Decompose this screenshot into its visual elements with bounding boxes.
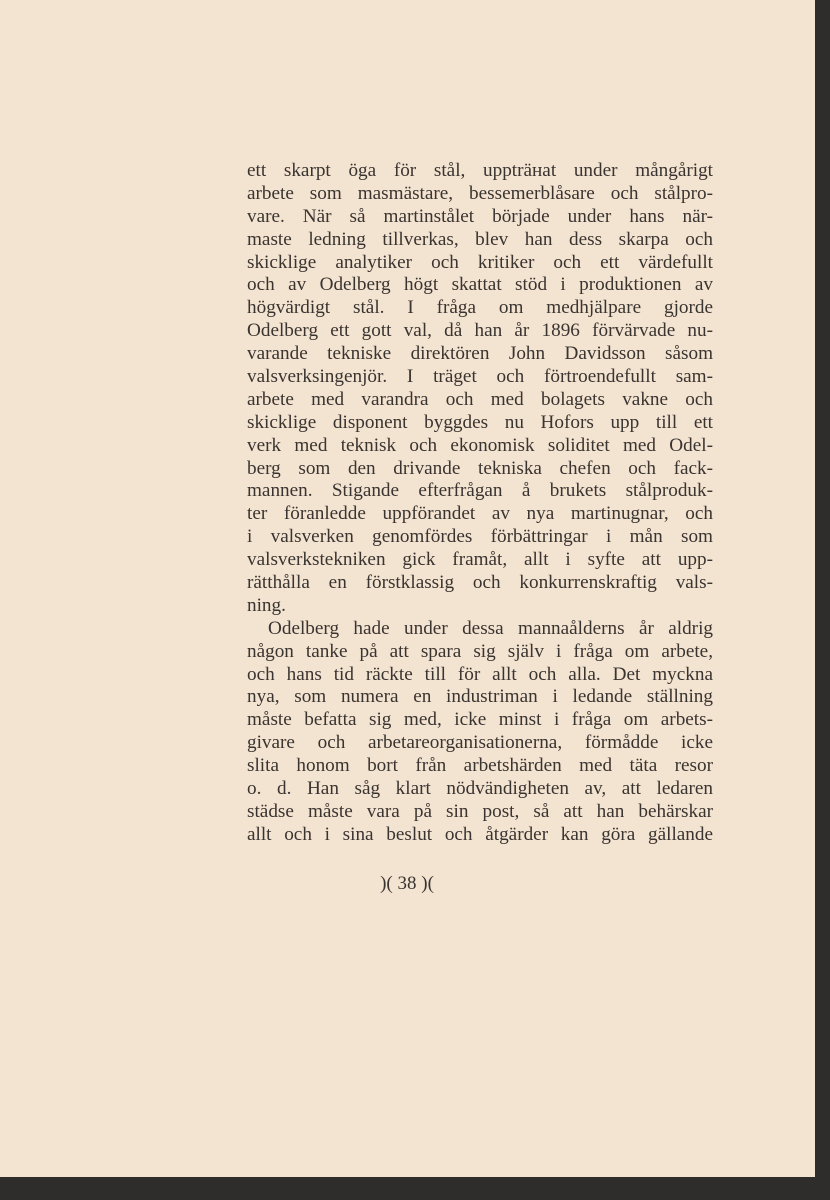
text-line: ter föranledde uppförandet av nya martinugnar, och [247,503,713,525]
text-line: ett skarpt öga för stål, uppträнat under mångårigt [247,160,713,181]
text-line: nya, som numera en industriman i ledande ställning [247,686,713,708]
page-number: )( 38 )( [380,873,434,894]
text-line: ning. [247,594,286,616]
text-line: arbete som masmästare, bessemerblåsare och stålpro- [247,182,713,204]
text-line: verk med teknisk och ekonomisk soliditet med Odel- [247,434,713,456]
text-line: högvärdigt stål. I fråga om medhjälpare gjorde [247,297,713,319]
text-line: och hans tid räckte till för allt och alla. Det myckna [247,663,713,685]
text-line: Odelberg hade under dessa mannaålderns år aldrig [268,617,713,639]
text-line: allt och i sina beslut och åtgärder kan göra gällande [247,823,713,845]
text-line: valsverksingenjör. I träget och förtroendefullt sam- [247,366,713,388]
text-line: städse måste vara på sin post, så att han behärskar [247,800,713,822]
text-line: vare. När så martinstålet började under hans när- [247,205,713,227]
text-line: skicklige disponent byggdes nu Hofors upp till ett [247,411,713,433]
text-line: någon tanke på att spara sig själv i fråga om arbete, [247,640,713,662]
text-line: varande tekniske direktören John Davidsson såsom [247,343,713,365]
text-line: och av Odelberg högt skattat stöd i produktionen av [247,274,713,296]
text-line: maste ledning tillverkas, blev han dess skarpa och [247,228,713,250]
text-line: i valsverken genomfördes förbättringar i mån som [247,526,713,548]
text-line: slita honom bort från arbetshärden med täta resor [247,755,713,777]
text-line: arbete med varandra och med bolagets vakne och [247,388,713,410]
text-line: skicklige analytiker och kritiker och ett värdefullt [247,251,713,273]
body-text [247,160,713,847]
text-line: måste befatta sig med, icke minst i fråga om arbets- [247,709,713,731]
text-line: rätthålla en förstklassig och konkurrenskraftig vals- [247,572,713,594]
text-line: berg som den drivande tekniska chefen och fack- [247,457,713,479]
text-line: givare och arbetareorganisationerna, förmådde icke [247,732,713,754]
text-line: Odelberg ett gott val, då han år 1896 förvärvade nu- [247,320,713,342]
text-line: o. d. Han såg klart nödvändigheten av, att ledaren [247,778,713,800]
text-line: mannen. Stigande efterfrågan å brukets stålproduk- [247,480,713,502]
text-line: valsverkstekniken gick framåt, allt i syfte att upp- [247,549,713,571]
